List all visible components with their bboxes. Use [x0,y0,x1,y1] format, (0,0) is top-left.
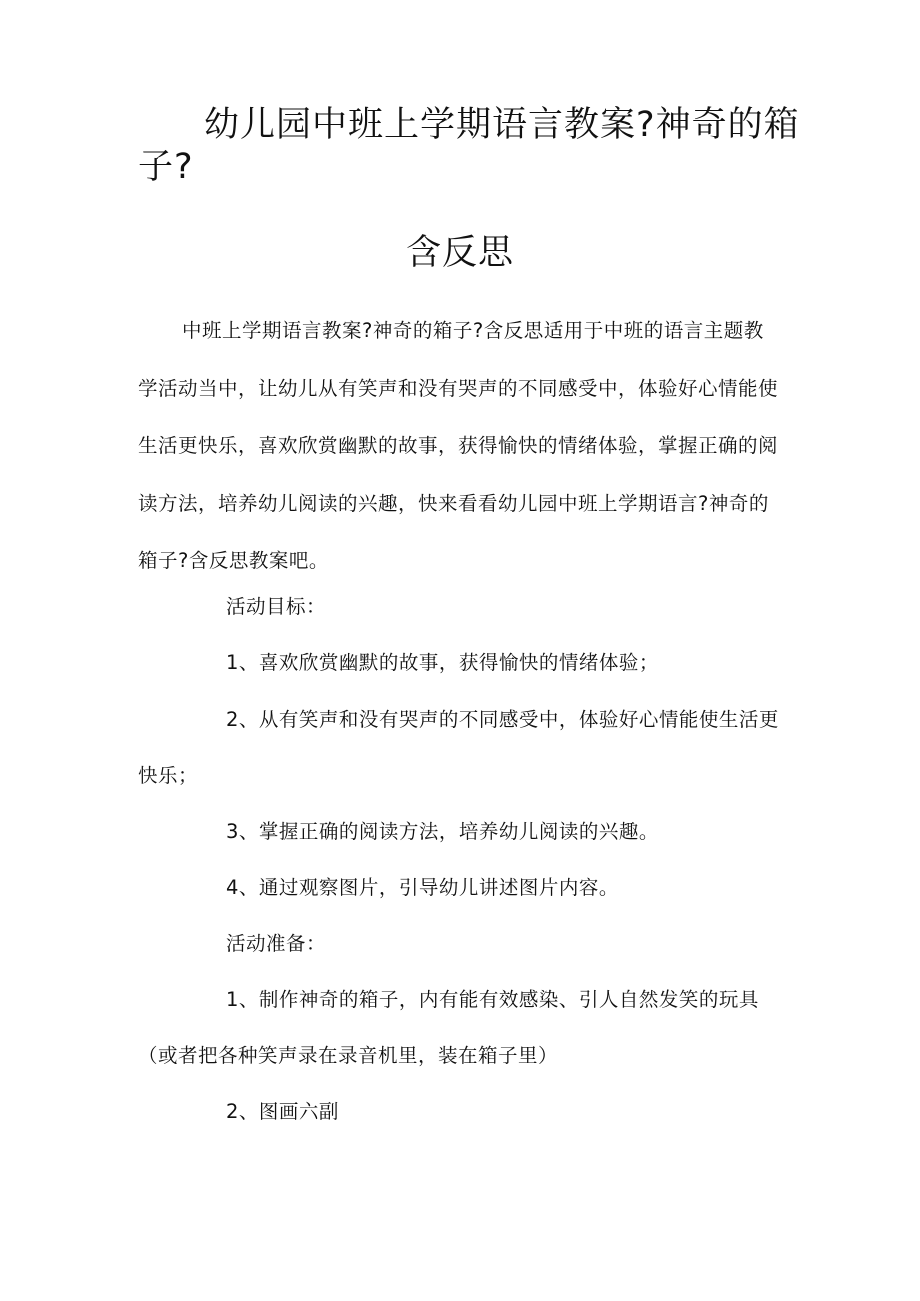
goal-item-3: 3、掌握正确的阅读方法，培养幼儿阅读的兴趣。 [226,820,659,843]
prep-item-1-line-2: （或者把各种笑声录在录音机里，装在箱子里） [138,1044,559,1067]
goals-heading: 活动目标： [226,595,327,618]
prep-heading: 活动准备： [226,932,327,955]
intro-paragraph: 中班上学期语言教案?神奇的箱子?含反思适用于中班的语言主题教学活动当中，让幼儿从有笑声和没有哭声的不同感受中，体验好心情能使生活更快乐，喜欢欣赏幽默的故事，获得愉快的情绪体验，掌握正确的阅读方法，培养幼儿阅读的兴趣，快来看看幼儿园中班上学期语言?神奇的箱子?含反思教案吧。 [138,319,779,572]
prep-item-1-line-1: 1、制作神奇的箱子，内有能有效感染、引人自然发笑的玩具 [226,988,759,1011]
goal-item-2-line-1: 2、从有笑声和没有哭声的不同感受中，体验好心情能使生活更 [226,708,779,731]
prep-item-2: 2、图画六副 [226,1100,339,1123]
goal-item-4: 4、通过观察图片，引导幼儿讲述图片内容。 [226,876,619,899]
title-line-3: 含反思 [405,233,514,273]
title-line-1: 幼儿园中班上学期语言教案?神奇的箱 [204,105,800,145]
goal-item-2-line-2: 快乐； [138,764,199,787]
title-line-2: 子? [138,147,194,187]
goal-item-1: 1、喜欢欣赏幽默的故事，获得愉快的情绪体验； [226,651,659,674]
